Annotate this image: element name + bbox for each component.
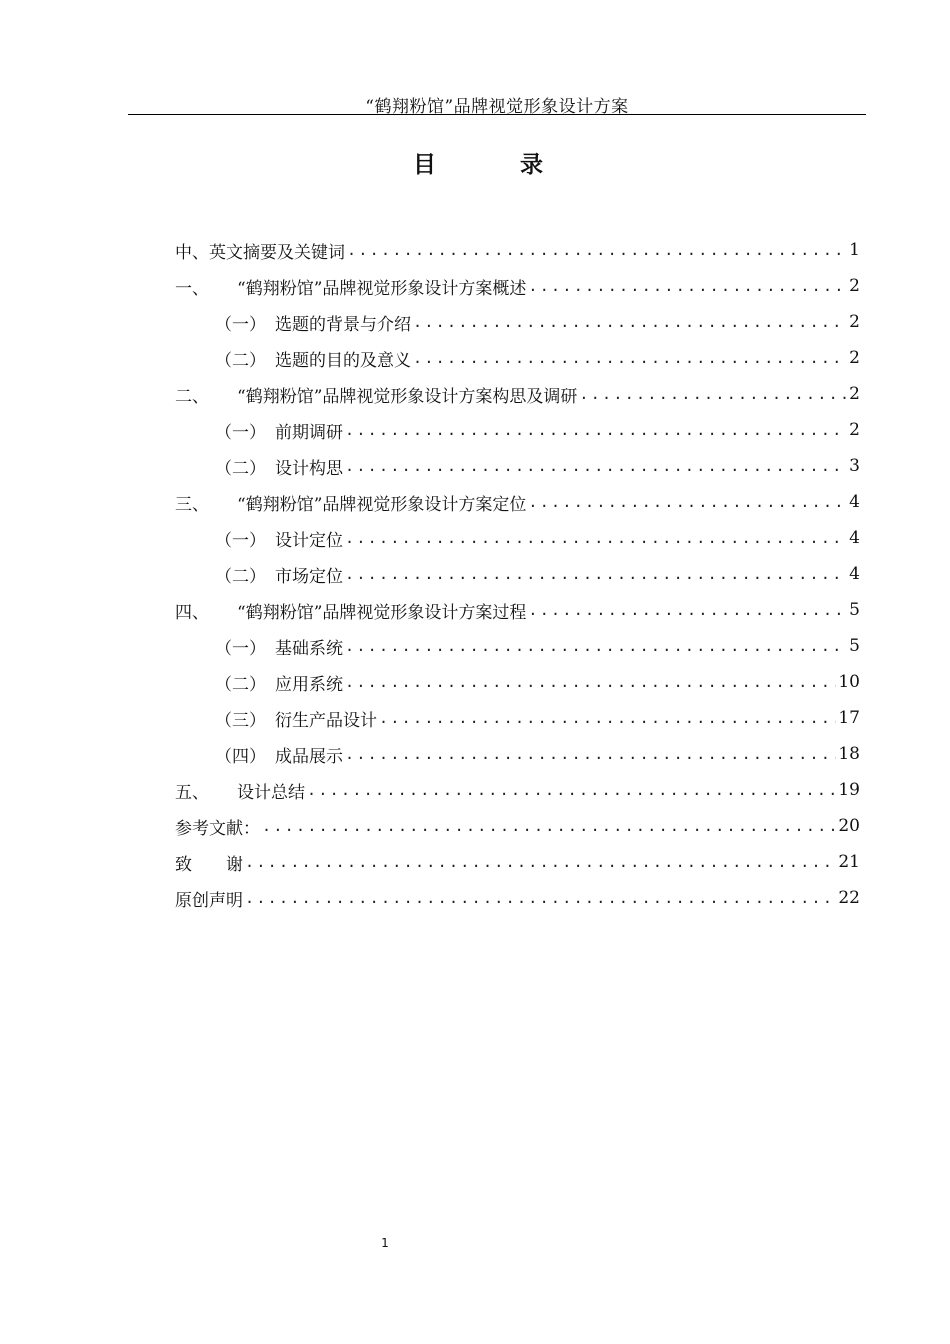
toc-dot-leader	[347, 241, 847, 259]
toc-dot-leader	[345, 745, 836, 763]
toc-dot-leader	[345, 565, 847, 583]
toc-entry-title: 设计总结	[237, 782, 305, 803]
toc-entry[interactable]	[175, 268, 860, 304]
running-header: “鹤翔粉馆”品牌视觉形象设计方案	[365, 97, 629, 117]
toc-entry-page: 4	[849, 564, 860, 584]
toc-dot-leader	[528, 277, 847, 295]
toc-dot-leader	[528, 601, 847, 619]
toc-entry-page: 2	[849, 312, 860, 332]
toc-dot-leader	[345, 421, 847, 439]
toc-title: 目 录	[412, 151, 581, 178]
toc-entry-number: （一）	[215, 422, 266, 443]
toc-entry-number: 四、	[175, 602, 209, 623]
toc-entry-title: 参考文献：	[175, 818, 260, 839]
toc-entry[interactable]	[175, 844, 860, 880]
toc-entry-page: 4	[849, 492, 860, 512]
toc-entry-title: “鹤翔粉馆”品牌视觉形象设计方案构思及调研	[237, 386, 578, 407]
toc-entry-number: （四）	[215, 746, 266, 767]
toc-dot-leader	[345, 637, 847, 655]
toc-entry-title: 原创声明	[175, 890, 243, 911]
toc-entry-title: 前期调研	[275, 422, 343, 443]
toc-entry-title: 中、英文摘要及关键词	[175, 242, 345, 263]
toc-entry-title: 选题的背景与介绍	[275, 314, 411, 335]
toc-entry-title: “鹤翔粉馆”品牌视觉形象设计方案定位	[237, 494, 527, 515]
toc-entry-number: （二）	[215, 566, 266, 587]
toc-entry-page: 18	[838, 744, 860, 764]
toc-dot-leader	[345, 457, 847, 475]
toc-entry-title: 设计构思	[275, 458, 343, 479]
toc-entry[interactable]	[175, 556, 860, 592]
toc-entry-page: 2	[849, 384, 860, 404]
toc-dot-leader	[528, 493, 847, 511]
toc-entry-number: 一、	[175, 278, 209, 299]
toc-entry[interactable]	[175, 880, 860, 916]
toc-entry-page: 1	[849, 240, 860, 260]
toc-entry[interactable]	[175, 376, 860, 412]
toc-entry-page: 19	[838, 780, 860, 800]
toc-entry-title: “鹤翔粉馆”品牌视觉形象设计方案过程	[237, 602, 527, 623]
toc-entry-number: （二）	[215, 350, 266, 371]
toc-entry[interactable]	[175, 304, 860, 340]
toc-entry[interactable]	[175, 628, 860, 664]
toc-entry-page: 4	[849, 528, 860, 548]
toc-entry[interactable]	[175, 772, 860, 808]
toc-entry-title: 应用系统	[275, 674, 343, 695]
page-number: 1	[381, 1236, 389, 1250]
toc-dot-leader	[379, 709, 836, 727]
toc-entry[interactable]	[175, 700, 860, 736]
toc-entry-title: 市场定位	[275, 566, 343, 587]
toc-entry[interactable]	[175, 808, 860, 844]
toc-entry-number: （一）	[215, 530, 266, 551]
toc-dot-leader	[579, 385, 847, 403]
toc-dot-leader	[245, 889, 836, 907]
toc-entry[interactable]	[175, 412, 860, 448]
toc-entry-title: 基础系统	[275, 638, 343, 659]
toc-entry-page: 17	[838, 708, 860, 728]
toc-entry-page: 2	[849, 348, 860, 368]
toc-entry-number: 五、	[175, 782, 209, 803]
toc-entry-number: 二、	[175, 386, 209, 407]
toc-entry[interactable]	[175, 484, 860, 520]
toc-entry-page: 10	[838, 672, 860, 692]
toc-entry-page: 2	[849, 276, 860, 296]
toc-dot-leader	[262, 817, 836, 835]
toc-entry[interactable]	[175, 448, 860, 484]
toc-dot-leader	[413, 313, 847, 331]
toc-dot-leader	[245, 853, 836, 871]
toc-entry-title: 衍生产品设计	[275, 710, 377, 731]
toc-entry-number: 三、	[175, 494, 209, 515]
toc-dot-leader	[345, 529, 847, 547]
toc-dot-leader	[307, 781, 836, 799]
toc-entry-page: 2	[849, 420, 860, 440]
toc-entry-title: 选题的目的及意义	[275, 350, 411, 371]
toc-entry[interactable]	[175, 340, 860, 376]
toc-entry-title: 致 谢	[175, 854, 243, 875]
toc-entry[interactable]	[175, 736, 860, 772]
toc-entry[interactable]	[175, 664, 860, 700]
toc-entry-number: （二）	[215, 458, 266, 479]
toc-entry-number: （一）	[215, 638, 266, 659]
toc-entry-number: （二）	[215, 674, 266, 695]
toc-entry-page: 5	[849, 600, 860, 620]
toc-entry-title: 成品展示	[275, 746, 343, 767]
toc-dot-leader	[413, 349, 847, 367]
toc-entry-page: 5	[849, 636, 860, 656]
toc-entry-title: 设计定位	[275, 530, 343, 551]
toc-entry[interactable]	[175, 232, 860, 268]
toc-entry[interactable]	[175, 520, 860, 556]
toc-entry-number: （三）	[215, 710, 266, 731]
toc-dot-leader	[345, 673, 836, 691]
toc-entry-number: （一）	[215, 314, 266, 335]
header-rule	[128, 114, 866, 115]
toc-entry-page: 22	[838, 888, 860, 908]
toc-entry-title: “鹤翔粉馆”品牌视觉形象设计方案概述	[237, 278, 527, 299]
toc-entry-page: 20	[838, 816, 860, 836]
toc-entry[interactable]	[175, 592, 860, 628]
toc-entry-page: 3	[849, 456, 860, 476]
table-of-contents	[175, 232, 860, 916]
toc-entry-page: 21	[838, 852, 860, 872]
